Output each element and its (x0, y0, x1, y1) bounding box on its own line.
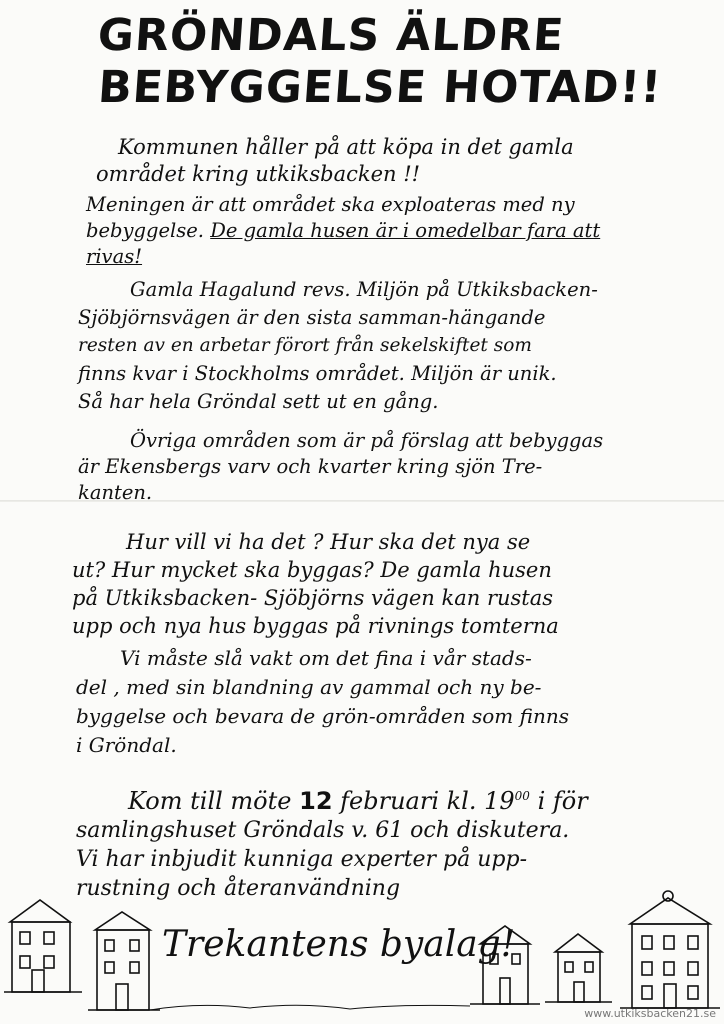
house-drawing-4 (545, 934, 612, 1002)
text-line: del , med sin blandning av gammal och ny be- (76, 675, 542, 699)
meeting-line-4: rustning och återanvändning (76, 876, 401, 901)
paragraph-other-areas (78, 428, 678, 506)
meeting-date: februari kl. 19 (340, 787, 515, 815)
text-line: Så har hela Gröndal sett ut en gång. (78, 390, 439, 413)
house-drawing-5 (620, 891, 720, 1008)
text-line: upp och nya hus byggas på rivnings tomterna (72, 614, 559, 638)
underlined-warning: De gamla husen är i omedelbar fara att (210, 219, 601, 242)
text-line: kanten. (78, 481, 153, 504)
text-line: resten av en arbetar förort från sekelskiftet som (78, 335, 532, 356)
text-line: finns kvar i Stockholms området. Miljön är unik. (78, 362, 557, 385)
paragraph-history (78, 276, 678, 416)
text-span: bebyggelse. (86, 219, 205, 242)
house-drawing-2 (88, 912, 160, 1010)
headline-line-2: BEBYGGELSE HOTAD!! (96, 62, 664, 113)
text-line: området kring utkiksbacken !! (96, 162, 421, 186)
meeting-time-minutes: 00 (514, 789, 530, 803)
meeting-line-2: samlingshuset Gröndals v. 61 och diskutera. (76, 818, 570, 843)
meeting-day: 12 (299, 787, 333, 815)
text-line: Kommunen håller på att köpa in det gamla (118, 135, 574, 159)
headline-line-1: GRÖNDALS ÄLDRE (96, 10, 567, 61)
meeting-line-1 (128, 782, 676, 816)
signature-byalag: Trekantens byalag! (162, 924, 516, 965)
text-line: ut? Hur mycket ska byggas? De gamla husen (72, 558, 552, 582)
text-line (86, 218, 686, 244)
text-line: Meningen är att området ska exploateras med ny (86, 193, 575, 216)
underlined-warning-end: rivas! (86, 245, 143, 268)
watermark: www.utkiksbacken21.se (584, 1007, 716, 1020)
text-line: Hur vill vi ha det ? Hur ska det nya se (126, 530, 531, 554)
text-line: i Gröndal. (76, 733, 177, 757)
text-line: Gamla Hagalund revs. Miljön på Utkiksbacken- (130, 278, 598, 301)
text-line: Övriga områden som är på förslag att bebyggas (130, 429, 604, 452)
text-line: på Utkiksbacken- Sjöbjörns vägen kan rustas (72, 586, 554, 610)
text-line: Vi måste slå vakt om det fina i vår stads- (120, 646, 532, 670)
paragraph-questions (72, 528, 672, 640)
paragraph-appeal (76, 644, 676, 760)
house-drawing-1 (4, 900, 82, 992)
meeting-line-3: Vi har inbjudit kunniga experter på upp- (76, 847, 527, 872)
meeting-prefix: Kom till möte (128, 787, 292, 815)
text-line: byggelse och bevara de grön-områden som finns (76, 704, 569, 728)
paragraph-purpose (86, 192, 686, 270)
text-line: Sjöbjörnsvägen är den sista samman-hängande (78, 306, 546, 329)
paragraph-intro (96, 134, 718, 188)
meeting-suffix: i för (537, 787, 588, 815)
text-line: är Ekensbergs varv och kvarter kring sjön Tre- (78, 455, 543, 478)
headline (92, 10, 699, 114)
